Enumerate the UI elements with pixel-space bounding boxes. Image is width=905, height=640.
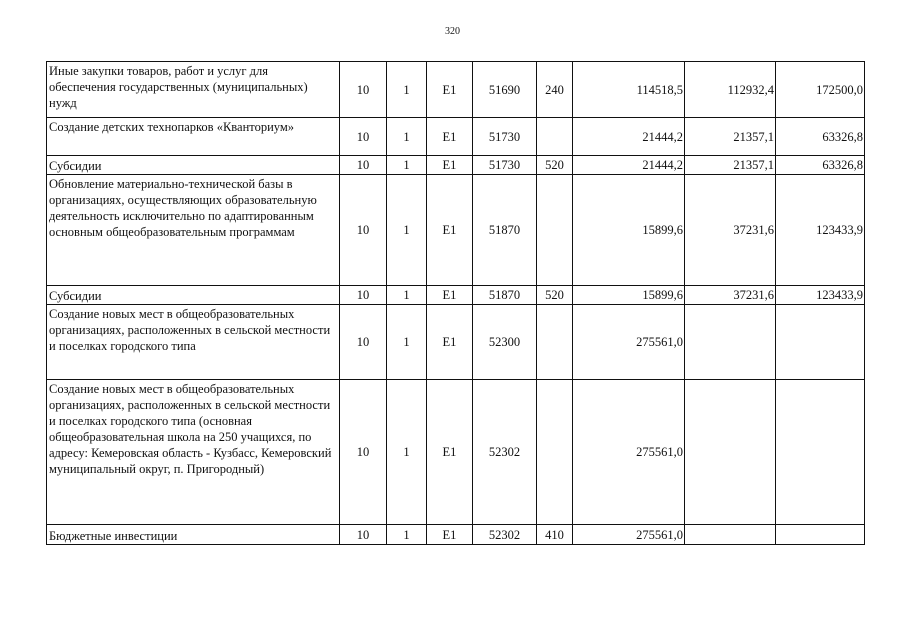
subsection-cell: 1 [387, 156, 427, 175]
code-cell: 52302 [473, 525, 537, 545]
subsection-cell: 1 [387, 286, 427, 305]
amount2-cell: 21357,1 [685, 156, 776, 175]
amount2-cell: 112932,4 [685, 62, 776, 118]
amount3-cell: 123433,9 [776, 286, 865, 305]
subsection-cell: 1 [387, 380, 427, 525]
amount2-cell: 37231,6 [685, 286, 776, 305]
section-cell: 10 [340, 286, 387, 305]
amount1-cell: 275561,0 [573, 380, 685, 525]
expense-type-cell: 410 [537, 525, 573, 545]
expense-type-cell: 520 [537, 286, 573, 305]
amount3-cell [776, 525, 865, 545]
code-cell: 52300 [473, 305, 537, 380]
row-name: Бюджетные инвестиции [47, 525, 340, 545]
section-cell: 10 [340, 118, 387, 156]
subsection-cell: 1 [387, 118, 427, 156]
subsection-cell: 1 [387, 525, 427, 545]
amount3-cell [776, 380, 865, 525]
amount1-cell: 275561,0 [573, 305, 685, 380]
amount1-cell: 21444,2 [573, 118, 685, 156]
page-number: 320 [445, 26, 460, 37]
program-cell: E1 [427, 175, 473, 286]
amount3-cell: 63326,8 [776, 156, 865, 175]
amount1-cell: 15899,6 [573, 175, 685, 286]
amount3-cell: 172500,0 [776, 62, 865, 118]
section-cell: 10 [340, 156, 387, 175]
amount1-cell: 21444,2 [573, 156, 685, 175]
row-name: Создание новых мест в общеобразовательных организациях, расположенных в сельской местности и поселках городского типа [47, 305, 340, 380]
table-row [47, 156, 865, 175]
amount1-cell: 114518,5 [573, 62, 685, 118]
row-name: Создание детских технопарков «Кванториум» [47, 118, 340, 156]
subsection-cell: 1 [387, 62, 427, 118]
amount2-cell [685, 525, 776, 545]
section-cell: 10 [340, 62, 387, 118]
row-name: Субсидии [47, 286, 340, 305]
expense-type-cell [537, 175, 573, 286]
expense-type-cell [537, 305, 573, 380]
subsection-cell: 1 [387, 175, 427, 286]
amount2-cell: 37231,6 [685, 175, 776, 286]
table-row [47, 525, 865, 545]
program-cell: E1 [427, 305, 473, 380]
amount1-cell: 15899,6 [573, 286, 685, 305]
program-cell: E1 [427, 286, 473, 305]
code-cell: 52302 [473, 380, 537, 525]
program-cell: E1 [427, 380, 473, 525]
section-cell: 10 [340, 525, 387, 545]
row-name: Обновление материально-технической базы в организациях, осуществляющих образовательную деятельность исключительно по адаптированным основным общеобразовательным программам [47, 175, 340, 286]
table-row [47, 175, 865, 286]
expense-type-cell [537, 380, 573, 525]
code-cell: 51730 [473, 118, 537, 156]
amount2-cell: 21357,1 [685, 118, 776, 156]
budget-table [46, 61, 865, 545]
row-name: Иные закупки товаров, работ и услуг для обеспечения государственных (муниципальных) нужд [47, 62, 340, 118]
code-cell: 51730 [473, 156, 537, 175]
row-name: Создание новых мест в общеобразовательных организациях, расположенных в сельской местности и поселках городского типа (основная общеобразовательная школа на 250 учащихся, по адресу: Кемеровская область - Кузбасс, Кемеровский муниципальный округ, п. Пригородный) [47, 380, 340, 525]
program-cell: E1 [427, 525, 473, 545]
row-name: Субсидии [47, 156, 340, 175]
code-cell: 51690 [473, 62, 537, 118]
table-row [47, 286, 865, 305]
section-cell: 10 [340, 305, 387, 380]
table-row [47, 62, 865, 118]
expense-type-cell [537, 118, 573, 156]
amount3-cell: 123433,9 [776, 175, 865, 286]
code-cell: 51870 [473, 286, 537, 305]
program-cell: E1 [427, 62, 473, 118]
code-cell: 51870 [473, 175, 537, 286]
table-row [47, 305, 865, 380]
subsection-cell: 1 [387, 305, 427, 380]
amount3-cell: 63326,8 [776, 118, 865, 156]
expense-type-cell: 520 [537, 156, 573, 175]
table-row [47, 118, 865, 156]
expense-type-cell: 240 [537, 62, 573, 118]
amount3-cell [776, 305, 865, 380]
program-cell: E1 [427, 156, 473, 175]
table-row [47, 380, 865, 525]
program-cell: E1 [427, 118, 473, 156]
amount2-cell [685, 380, 776, 525]
section-cell: 10 [340, 175, 387, 286]
section-cell: 10 [340, 380, 387, 525]
amount2-cell [685, 305, 776, 380]
amount1-cell: 275561,0 [573, 525, 685, 545]
